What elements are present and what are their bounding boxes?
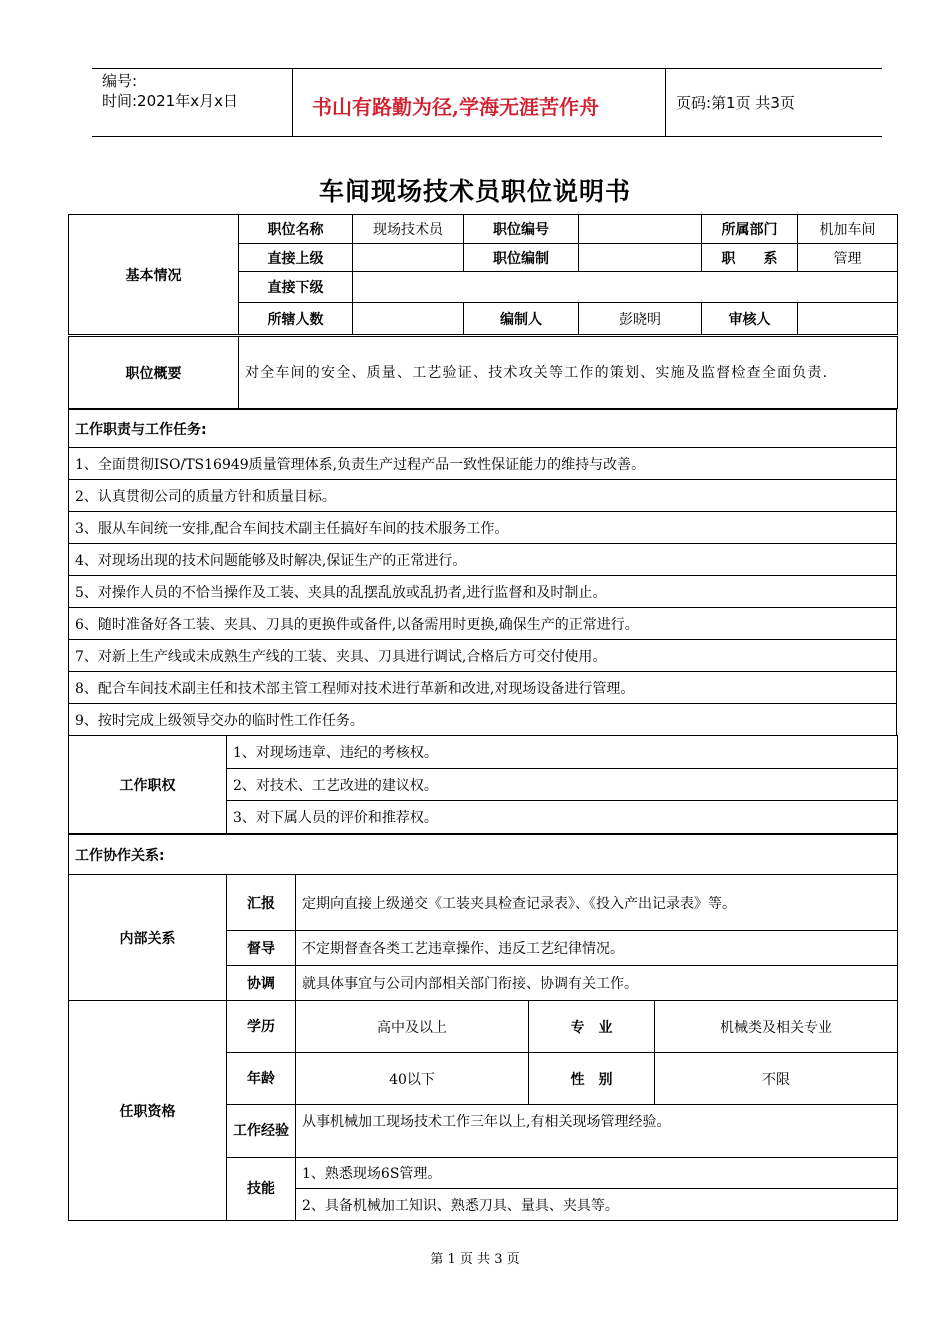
- staffing-label: 职位编制: [464, 244, 579, 272]
- relations-heading: 工作协作关系:: [69, 835, 898, 875]
- doc-number-label: 编号:: [102, 72, 138, 90]
- reviewer-label: 审核人: [702, 303, 798, 335]
- duty-item: 8、配合车间技术副主任和技术部主管工程师对技术进行革新和改进,对现场设备进行管理。: [69, 672, 897, 704]
- position-name-value: 现场技术员: [353, 215, 464, 244]
- skills-label: 技能: [227, 1158, 296, 1221]
- duty-item: 6、随时准备好各工装、夹具、刀具的更换件或备件,以备需用时更换,确保生产的正常进行。: [69, 608, 897, 640]
- major-label: 专 业: [529, 1001, 655, 1053]
- basic-info-table: [68, 214, 898, 335]
- header-page-label: 页码:第1页 共3页: [676, 94, 795, 112]
- relation-value: 定期向直接上级递交《工装夹具检查记录表》、《投入产出记录表》等。: [296, 875, 898, 931]
- gender-label: 性 别: [529, 1053, 655, 1105]
- reviewer-value: [798, 303, 898, 335]
- subordinate-label: 直接下级: [239, 272, 353, 303]
- headcount-label: 所辖人数: [239, 303, 353, 335]
- relation-key: 汇报: [227, 875, 296, 931]
- duty-item: 5、对操作人员的不恰当操作及工装、夹具的乱摆乱放或乱扔者,进行监督和及时制止。: [69, 576, 897, 608]
- author-label: 编制人: [464, 303, 579, 335]
- superior-value: [353, 244, 464, 272]
- qualification-table: [68, 1000, 898, 1221]
- authority-table: [68, 735, 898, 834]
- header-divider-right: [665, 68, 666, 136]
- relation-value: 就具体事宜与公司内部相关部门衔接、协调有关工作。: [296, 966, 898, 1001]
- duty-item: 1、全面贯彻ISO/TS16949质量管理体系,负责生产过程产品一致性保证能力的维持与改善。: [69, 448, 897, 480]
- duties-heading: 工作职责与工作任务:: [69, 410, 897, 448]
- relations-table: [68, 834, 898, 1001]
- header-bottom-rule: [92, 136, 882, 137]
- authority-item: 2、对技术、工艺改进的建议权。: [227, 769, 898, 801]
- position-no-value: [579, 215, 702, 244]
- age-value: 40以下: [296, 1053, 529, 1105]
- superior-label: 直接上级: [239, 244, 353, 272]
- relation-key: 协调: [227, 966, 296, 1001]
- overview-label: 职位概要: [69, 337, 239, 409]
- education-label: 学历: [227, 1001, 296, 1053]
- authority-label: 工作职权: [69, 736, 227, 834]
- page-footer: 第 1 页 共 3 页: [430, 1252, 520, 1267]
- experience-value: 从事机械加工现场技术工作三年以上,有相关现场管理经验。: [296, 1105, 898, 1158]
- internal-relations-label: 内部关系: [69, 875, 227, 1001]
- authority-item: 3、对下属人员的评价和推荐权。: [227, 801, 898, 834]
- position-no-label: 职位编号: [464, 215, 579, 244]
- duty-item: 9、按时完成上级领导交办的临时性工作任务。: [69, 704, 897, 736]
- qualification-label: 任职资格: [69, 1001, 227, 1221]
- department-value: 机加车间: [798, 215, 898, 244]
- duty-item: 7、对新上生产线或未成熟生产线的工装、夹具、刀具进行调试,合格后方可交付使用。: [69, 640, 897, 672]
- header-top-rule: [92, 68, 882, 69]
- series-label: 职 系: [702, 244, 798, 272]
- author-value: 彭晓明: [579, 303, 702, 335]
- skill-item: 1、熟悉现场6S管理。: [296, 1158, 898, 1189]
- duty-item: 3、服从车间统一安排,配合车间技术副主任搞好车间的技术服务工作。: [69, 512, 897, 544]
- age-label: 年龄: [227, 1053, 296, 1105]
- relation-value: 不定期督查各类工艺违章操作、违反工艺纪律情况。: [296, 931, 898, 966]
- overview-table: [68, 336, 898, 409]
- basic-section-label: 基本情况: [69, 215, 239, 335]
- duties-table: [68, 409, 897, 736]
- gender-value: 不限: [655, 1053, 898, 1105]
- skill-item: 2、具备机械加工知识、熟悉刀具、量具、夹具等。: [296, 1189, 898, 1221]
- series-value: 管理: [798, 244, 898, 272]
- authority-item: 1、对现场违章、违纪的考核权。: [227, 736, 898, 769]
- experience-label: 工作经验: [227, 1105, 296, 1158]
- duty-item: 4、对现场出现的技术问题能够及时解决,保证生产的正常进行。: [69, 544, 897, 576]
- subordinate-value: [353, 272, 898, 303]
- relation-key: 督导: [227, 931, 296, 966]
- header-motto: 书山有路勤为径,学海无涯苦作舟: [312, 95, 599, 119]
- overview-text: 对全车间的安全、质量、工艺验证、技术攻关等工作的策划、实施及监督检查全面负责.: [239, 337, 898, 409]
- position-name-label: 职位名称: [239, 215, 353, 244]
- department-label: 所属部门: [702, 215, 798, 244]
- major-value: 机械类及相关专业: [655, 1001, 898, 1053]
- staffing-value: [579, 244, 702, 272]
- headcount-value: [353, 303, 464, 335]
- duty-item: 2、认真贯彻公司的质量方针和质量目标。: [69, 480, 897, 512]
- education-value: 高中及以上: [296, 1001, 529, 1053]
- doc-time-label: 时间:2021年x月x日: [102, 92, 238, 110]
- page-title: 车间现场技术员职位说明书: [318, 177, 631, 206]
- header-divider-left: [292, 68, 293, 136]
